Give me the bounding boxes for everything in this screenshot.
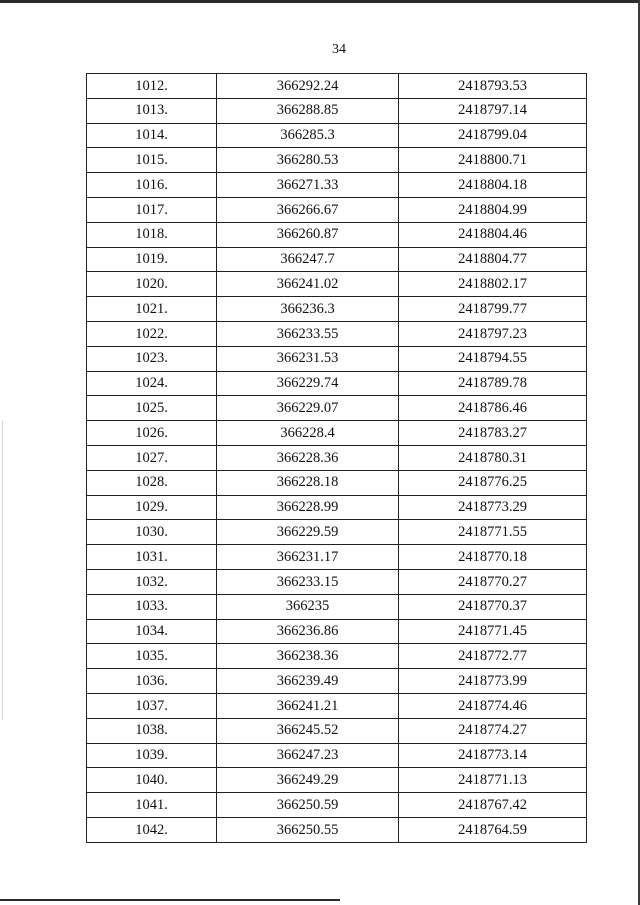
x-coordinate-cell: 366245.52 xyxy=(217,718,399,743)
table-row xyxy=(87,247,587,272)
point-number-cell: 1020. xyxy=(87,272,217,297)
table-row xyxy=(87,396,587,421)
y-coordinate-cell: 2418773.14 xyxy=(399,743,587,768)
y-coordinate-cell: 2418794.55 xyxy=(399,346,587,371)
point-number-cell: 1015. xyxy=(87,148,217,173)
point-number-cell: 1024. xyxy=(87,371,217,396)
y-coordinate-cell: 2418772.77 xyxy=(399,644,587,669)
y-coordinate-cell: 2418770.27 xyxy=(399,569,587,594)
table-row xyxy=(87,346,587,371)
point-number-cell: 1026. xyxy=(87,421,217,446)
x-coordinate-cell: 366260.87 xyxy=(217,222,399,247)
table-row xyxy=(87,793,587,818)
x-coordinate-cell: 366235 xyxy=(217,594,399,619)
x-coordinate-cell: 366292.24 xyxy=(217,74,399,99)
y-coordinate-cell: 2418770.18 xyxy=(399,545,587,570)
table-row xyxy=(87,669,587,694)
x-coordinate-cell: 366250.59 xyxy=(217,793,399,818)
table-row xyxy=(87,98,587,123)
x-coordinate-cell: 366228.18 xyxy=(217,470,399,495)
x-coordinate-cell: 366236.86 xyxy=(217,619,399,644)
point-number-cell: 1029. xyxy=(87,495,217,520)
x-coordinate-cell: 366228.36 xyxy=(217,445,399,470)
x-coordinate-cell: 366233.55 xyxy=(217,321,399,346)
x-coordinate-cell: 366249.29 xyxy=(217,768,399,793)
point-number-cell: 1027. xyxy=(87,445,217,470)
table-row xyxy=(87,173,587,198)
table-row xyxy=(87,644,587,669)
y-coordinate-cell: 2418793.53 xyxy=(399,74,587,99)
table-row xyxy=(87,222,587,247)
x-coordinate-cell: 366229.59 xyxy=(217,520,399,545)
table-row xyxy=(87,371,587,396)
scan-edge-top xyxy=(0,0,640,3)
point-number-cell: 1036. xyxy=(87,669,217,694)
table-row xyxy=(87,520,587,545)
point-number-cell: 1034. xyxy=(87,619,217,644)
point-number-cell: 1022. xyxy=(87,321,217,346)
y-coordinate-cell: 2418771.55 xyxy=(399,520,587,545)
y-coordinate-cell: 2418789.78 xyxy=(399,371,587,396)
y-coordinate-cell: 2418804.77 xyxy=(399,247,587,272)
y-coordinate-cell: 2418786.46 xyxy=(399,396,587,421)
table-row xyxy=(87,718,587,743)
x-coordinate-cell: 366241.21 xyxy=(217,693,399,718)
table-row xyxy=(87,495,587,520)
point-number-cell: 1021. xyxy=(87,297,217,322)
y-coordinate-cell: 2418804.99 xyxy=(399,197,587,222)
point-number-cell: 1035. xyxy=(87,644,217,669)
table-row xyxy=(87,693,587,718)
y-coordinate-cell: 2418771.45 xyxy=(399,619,587,644)
y-coordinate-cell: 2418783.27 xyxy=(399,421,587,446)
page-number: 34 xyxy=(332,42,346,57)
y-coordinate-cell: 2418773.29 xyxy=(399,495,587,520)
y-coordinate-cell: 2418799.04 xyxy=(399,123,587,148)
table-row xyxy=(87,445,587,470)
point-number-cell: 1031. xyxy=(87,545,217,570)
x-coordinate-cell: 366250.55 xyxy=(217,817,399,842)
y-coordinate-cell: 2418771.13 xyxy=(399,768,587,793)
table-row xyxy=(87,470,587,495)
x-coordinate-cell: 366239.49 xyxy=(217,669,399,694)
y-coordinate-cell: 2418800.71 xyxy=(399,148,587,173)
y-coordinate-cell: 2418802.17 xyxy=(399,272,587,297)
x-coordinate-cell: 366247.7 xyxy=(217,247,399,272)
x-coordinate-cell: 366280.53 xyxy=(217,148,399,173)
x-coordinate-cell: 366231.17 xyxy=(217,545,399,570)
y-coordinate-cell: 2418764.59 xyxy=(399,817,587,842)
y-coordinate-cell: 2418767.42 xyxy=(399,793,587,818)
x-coordinate-cell: 366229.74 xyxy=(217,371,399,396)
table-row xyxy=(87,545,587,570)
point-number-cell: 1014. xyxy=(87,123,217,148)
y-coordinate-cell: 2418774.46 xyxy=(399,693,587,718)
point-number-cell: 1039. xyxy=(87,743,217,768)
coordinates-table xyxy=(86,73,587,843)
table-row xyxy=(87,321,587,346)
x-coordinate-cell: 366285.3 xyxy=(217,123,399,148)
scan-edge-bottom xyxy=(0,899,340,901)
table-row xyxy=(87,197,587,222)
point-number-cell: 1032. xyxy=(87,569,217,594)
point-number-cell: 1042. xyxy=(87,817,217,842)
x-coordinate-cell: 366247.23 xyxy=(217,743,399,768)
x-coordinate-cell: 366266.67 xyxy=(217,197,399,222)
table-row xyxy=(87,74,587,99)
table-row xyxy=(87,123,587,148)
table-row xyxy=(87,619,587,644)
point-number-cell: 1018. xyxy=(87,222,217,247)
y-coordinate-cell: 2418774.27 xyxy=(399,718,587,743)
point-number-cell: 1016. xyxy=(87,173,217,198)
y-coordinate-cell: 2418804.18 xyxy=(399,173,587,198)
point-number-cell: 1013. xyxy=(87,98,217,123)
y-coordinate-cell: 2418773.99 xyxy=(399,669,587,694)
x-coordinate-cell: 366238.36 xyxy=(217,644,399,669)
y-coordinate-cell: 2418797.23 xyxy=(399,321,587,346)
x-coordinate-cell: 366231.53 xyxy=(217,346,399,371)
table-row xyxy=(87,148,587,173)
y-coordinate-cell: 2418804.46 xyxy=(399,222,587,247)
table-row xyxy=(87,569,587,594)
point-number-cell: 1017. xyxy=(87,197,217,222)
y-coordinate-cell: 2418776.25 xyxy=(399,470,587,495)
point-number-cell: 1028. xyxy=(87,470,217,495)
table-row xyxy=(87,297,587,322)
coordinates-table-body xyxy=(87,74,587,843)
table-row xyxy=(87,421,587,446)
point-number-cell: 1019. xyxy=(87,247,217,272)
point-number-cell: 1023. xyxy=(87,346,217,371)
table-row xyxy=(87,817,587,842)
y-coordinate-cell: 2418780.31 xyxy=(399,445,587,470)
table-row xyxy=(87,768,587,793)
y-coordinate-cell: 2418797.14 xyxy=(399,98,587,123)
scan-edge-left xyxy=(2,420,3,720)
x-coordinate-cell: 366228.99 xyxy=(217,495,399,520)
x-coordinate-cell: 366233.15 xyxy=(217,569,399,594)
x-coordinate-cell: 366236.3 xyxy=(217,297,399,322)
table-row xyxy=(87,272,587,297)
point-number-cell: 1025. xyxy=(87,396,217,421)
point-number-cell: 1038. xyxy=(87,718,217,743)
table-row xyxy=(87,594,587,619)
point-number-cell: 1012. xyxy=(87,74,217,99)
table-row xyxy=(87,743,587,768)
x-coordinate-cell: 366228.4 xyxy=(217,421,399,446)
x-coordinate-cell: 366288.85 xyxy=(217,98,399,123)
point-number-cell: 1033. xyxy=(87,594,217,619)
point-number-cell: 1041. xyxy=(87,793,217,818)
x-coordinate-cell: 366229.07 xyxy=(217,396,399,421)
point-number-cell: 1040. xyxy=(87,768,217,793)
point-number-cell: 1037. xyxy=(87,693,217,718)
point-number-cell: 1030. xyxy=(87,520,217,545)
y-coordinate-cell: 2418770.37 xyxy=(399,594,587,619)
x-coordinate-cell: 366271.33 xyxy=(217,173,399,198)
x-coordinate-cell: 366241.02 xyxy=(217,272,399,297)
y-coordinate-cell: 2418799.77 xyxy=(399,297,587,322)
